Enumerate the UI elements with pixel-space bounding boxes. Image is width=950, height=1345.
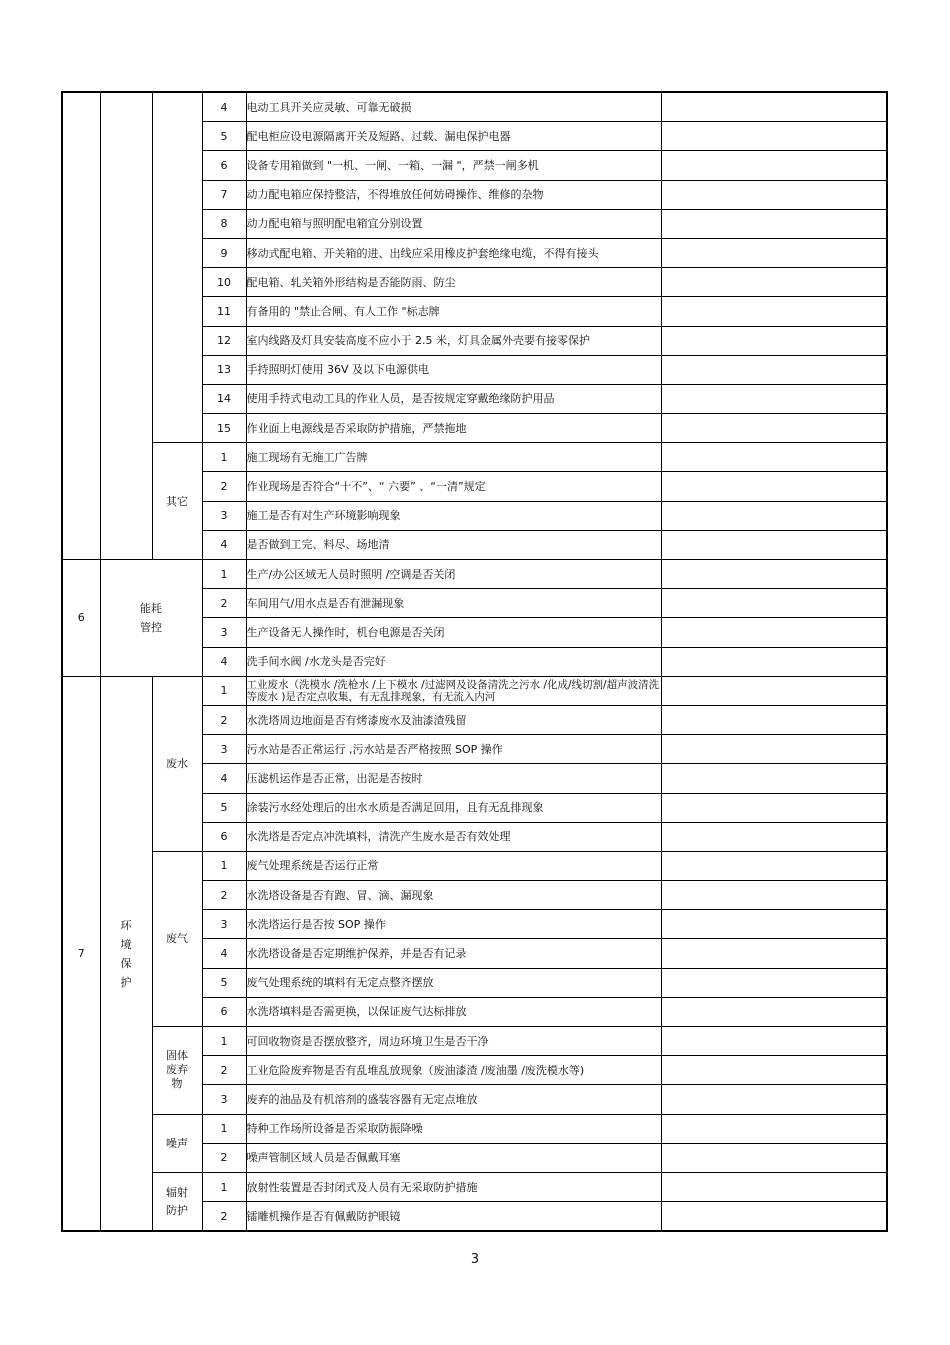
item-index: 1 (202, 1114, 246, 1143)
category-cell-continued (100, 92, 152, 560)
result-cell[interactable] (661, 997, 887, 1026)
item-text: 镭雕机操作是否有佩戴防护眼镜 (246, 1202, 661, 1232)
table-row (62, 443, 887, 472)
result-cell[interactable] (661, 618, 887, 647)
item-text: 废弃的油品及有机溶剂的盛装容器有无定点堆放 (246, 1085, 661, 1114)
result-cell[interactable] (661, 355, 887, 384)
item-index: 1 (202, 851, 246, 880)
result-cell[interactable] (661, 443, 887, 472)
item-index: 3 (202, 735, 246, 764)
result-cell[interactable] (661, 735, 887, 764)
item-text: 移动式配电箱、开关箱的进、出线应采用橡皮护套绝缘电缆，不得有接头 (246, 238, 661, 267)
item-index: 1 (202, 560, 246, 589)
result-cell[interactable] (661, 180, 887, 209)
result-cell[interactable] (661, 705, 887, 734)
result-cell[interactable] (661, 793, 887, 822)
item-text: 是否做到工完、料尽、场地清 (246, 530, 661, 559)
item-text: 手持照明灯使用 36V 及以下电源供电 (246, 355, 661, 384)
item-text: 废气处理系统的填料有无定点整齐摆放 (246, 968, 661, 997)
item-text: 水洗塔设备是否有跑、冒、滴、漏现象 (246, 881, 661, 910)
result-cell[interactable] (661, 939, 887, 968)
item-index: 15 (202, 414, 246, 443)
inspection-table (61, 91, 888, 1232)
result-cell[interactable] (661, 1085, 887, 1114)
item-text: 动力配电箱与照明配电箱宜分别设置 (246, 209, 661, 238)
subcategory-other: 其它 (152, 443, 202, 560)
item-text: 电动工具开关应灵敏、可靠无破损 (246, 92, 661, 122)
item-text: 废气处理系统是否运行正常 (246, 851, 661, 880)
table-row (62, 676, 887, 705)
result-cell[interactable] (661, 92, 887, 122)
item-index: 1 (202, 1172, 246, 1201)
result-cell[interactable] (661, 968, 887, 997)
section-number: 6 (62, 560, 100, 677)
result-cell[interactable] (661, 238, 887, 267)
result-cell[interactable] (661, 589, 887, 618)
item-index: 13 (202, 355, 246, 384)
item-text: 水洗塔填料是否需更换，以保证废气达标排放 (246, 997, 661, 1026)
category-environment (100, 676, 152, 1231)
item-text: 动力配电箱应保持整洁，不得堆放任何妨碍操作、维修的杂物 (246, 180, 661, 209)
result-cell[interactable] (661, 881, 887, 910)
result-cell[interactable] (661, 647, 887, 676)
result-cell[interactable] (661, 910, 887, 939)
item-index: 2 (202, 1056, 246, 1085)
item-index: 2 (202, 881, 246, 910)
subcategory-solid-waste (152, 1027, 202, 1115)
result-cell[interactable] (661, 530, 887, 559)
subcategory-cell-continued (152, 92, 202, 443)
table-row (62, 560, 887, 589)
item-text: 水洗塔设备是否定期维护保养，并是否有记录 (246, 939, 661, 968)
item-index: 2 (202, 705, 246, 734)
item-index: 5 (202, 968, 246, 997)
result-cell[interactable] (661, 1114, 887, 1143)
result-cell[interactable] (661, 151, 887, 180)
category-energy (100, 560, 202, 677)
subcategory-radiation-label: 辐射防护 (166, 1185, 188, 1217)
item-text: 作业现场是否符合“十不”、“ 六要” 、“一清”规定 (246, 472, 661, 501)
item-text: 水洗塔运行是否按 SOP 操作 (246, 910, 661, 939)
result-cell[interactable] (661, 326, 887, 355)
table-row (62, 92, 887, 122)
page-number: 3 (470, 1252, 480, 1267)
item-index: 10 (202, 268, 246, 297)
item-index: 3 (202, 618, 246, 647)
item-text: 涂装污水经处理后的出水水质是否满足回用，且有无乱排现象 (246, 793, 661, 822)
item-text: 洗手间水阀 /水龙头是否完好 (246, 647, 661, 676)
item-text: 生产设备无人操作时，机台电源是否关闭 (246, 618, 661, 647)
table-row (62, 1172, 887, 1201)
item-index: 6 (202, 997, 246, 1026)
item-index: 8 (202, 209, 246, 238)
item-text: 室内线路及灯具安装高度不应小于 2.5 米，灯具金属外壳要有接零保护 (246, 326, 661, 355)
result-cell[interactable] (661, 472, 887, 501)
item-text: 压滤机运作是否正常，出泥是否按时 (246, 764, 661, 793)
item-text: 作业面上电源线是否采取防护措施，严禁拖地 (246, 414, 661, 443)
item-text: 工业危险废弃物是否有乱堆乱放现象（废油漆渣 /废油墨 /废洗模水等) (246, 1056, 661, 1085)
item-index: 11 (202, 297, 246, 326)
result-cell[interactable] (661, 384, 887, 413)
item-text: 设备专用箱做到 "一机、一闸、一箱、一漏 "，严禁一闸多机 (246, 151, 661, 180)
item-text: 水洗塔周边地面是否有烤漆废水及油漆渣残留 (246, 705, 661, 734)
item-index: 14 (202, 384, 246, 413)
item-text: 有备用的 "禁止合闸、有人工作 "标志牌 (246, 297, 661, 326)
item-text: 车间用气/用水点是否有泄漏现象 (246, 589, 661, 618)
item-index: 3 (202, 910, 246, 939)
item-index: 2 (202, 1202, 246, 1232)
result-cell[interactable] (661, 1172, 887, 1201)
result-cell[interactable] (661, 122, 887, 151)
item-text: 污水站是否正常运行 ,污水站是否严格按照 SOP 操作 (246, 735, 661, 764)
item-index: 3 (202, 1085, 246, 1114)
result-cell[interactable] (661, 764, 887, 793)
item-text: 生产/办公区域无人员时照明 /空调是否关闭 (246, 560, 661, 589)
item-index: 12 (202, 326, 246, 355)
item-text: 配电柜应设电源隔离开关及短路、过载、漏电保护电器 (246, 122, 661, 151)
table-row (62, 1027, 887, 1056)
item-text: 施工是否有对生产环境影响现象 (246, 501, 661, 530)
item-index: 4 (202, 647, 246, 676)
item-index: 1 (202, 443, 246, 472)
item-index: 1 (202, 676, 246, 705)
item-index: 2 (202, 589, 246, 618)
item-index: 5 (202, 122, 246, 151)
result-cell[interactable] (661, 414, 887, 443)
result-cell[interactable] (661, 822, 887, 851)
result-cell[interactable] (661, 851, 887, 880)
subcategory-radiation (152, 1172, 202, 1231)
item-index: 1 (202, 1027, 246, 1056)
item-index: 4 (202, 764, 246, 793)
item-index: 3 (202, 501, 246, 530)
item-index: 2 (202, 1143, 246, 1172)
item-index: 5 (202, 793, 246, 822)
result-cell[interactable] (661, 1027, 887, 1056)
result-cell[interactable] (661, 1056, 887, 1085)
result-cell[interactable] (661, 676, 887, 705)
result-cell[interactable] (661, 268, 887, 297)
subcategory-wastewater: 废水 (152, 676, 202, 851)
result-cell[interactable] (661, 297, 887, 326)
item-text: 可回收物资是否摆放整齐，周边环境卫生是否干净 (246, 1027, 661, 1056)
result-cell[interactable] (661, 560, 887, 589)
no-cell-continued (62, 92, 100, 560)
subcategory-noise: 噪声 (152, 1114, 202, 1172)
item-index: 4 (202, 939, 246, 968)
item-index: 4 (202, 530, 246, 559)
table-row (62, 851, 887, 880)
result-cell[interactable] (661, 1202, 887, 1232)
item-index: 6 (202, 151, 246, 180)
category-energy-label: 能耗管控 (140, 601, 162, 634)
item-text: 配电箱、轧关箱外形结构是否能防雨、防尘 (246, 268, 661, 297)
result-cell[interactable] (661, 1143, 887, 1172)
item-index: 2 (202, 472, 246, 501)
item-index: 4 (202, 92, 246, 122)
item-text: 水洗塔是否定点冲洗填料，清洗产生废水是否有效处理 (246, 822, 661, 851)
result-cell[interactable] (661, 501, 887, 530)
result-cell[interactable] (661, 209, 887, 238)
item-text: 噪声管制区域人员是否佩戴耳塞 (246, 1143, 661, 1172)
subcategory-solid-waste-label: 固体废弃物 (166, 1049, 188, 1091)
item-text: 使用手持式电动工具的作业人员，是否按规定穿戴绝缘防护用品 (246, 384, 661, 413)
item-index: 7 (202, 180, 246, 209)
item-text: 施工现场有无施工广告牌 (246, 443, 661, 472)
subcategory-wastegas: 废气 (152, 851, 202, 1026)
category-environment-label: 环境保护 (120, 918, 132, 989)
item-text: 放射性装置是否封闭式及人员有无采取防护措施 (246, 1172, 661, 1201)
item-index: 9 (202, 238, 246, 267)
item-index: 6 (202, 822, 246, 851)
item-text: 特种工作场所设备是否采取防振降噪 (246, 1114, 661, 1143)
item-text: 工业废水（洗模水 /洗枪水 /上下模水 /过滤网及设备清洗之污水 /化成/线切割/超声波清洗等废水 )是否定点收集，有无乱排现象，有无流入内河 (246, 676, 661, 705)
table-row (62, 1114, 887, 1143)
section-number: 7 (62, 676, 100, 1231)
